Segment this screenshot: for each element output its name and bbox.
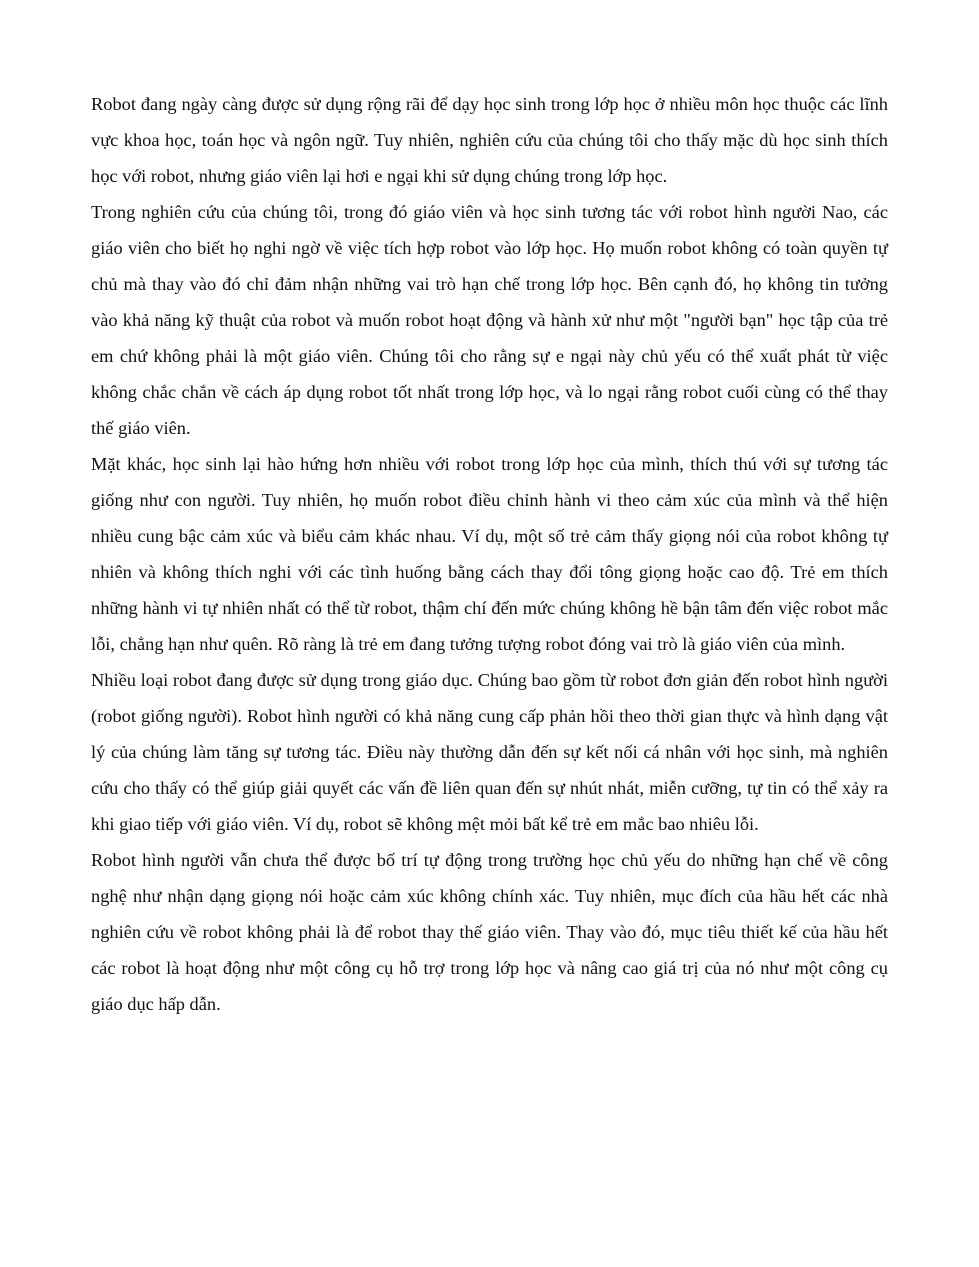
paragraph-1: Robot đang ngày càng được sử dụng rộng rãi để dạy học sinh trong lớp học ở nhiều môn học thuộc các lĩnh vực khoa học, toán học và ngôn ngữ. Tuy nhiên, nghiên cứu của chúng tôi cho thấy mặc dù học sinh thích học với robot, nhưng giáo viên lại hơi e ngại khi sử dụng chúng trong lớp học. bbox=[91, 94, 888, 186]
paragraph-2: Trong nghiên cứu của chúng tôi, trong đó giáo viên và học sinh tương tác với robot hình người Nao, các giáo viên cho biết họ nghi ngờ về việc tích hợp robot vào lớp học. Họ muốn robot không có toàn quyền tự chủ mà thay vào đó chỉ đảm nhận những vai trò hạn chế trong lớp học. Bên cạnh đó, họ không tin tưởng vào khả năng kỹ thuật của robot và muốn robot hoạt động và hành xử như một "người bạn" học tập của trẻ em chứ không phải là một giáo viên. Chúng tôi cho rằng sự e ngại này chủ yếu có thể xuất phát từ việc không chắc chắn về cách áp dụng robot tốt nhất trong lớp học, và lo ngại rằng robot cuối cùng có thể thay thế giáo viên. bbox=[91, 202, 888, 438]
paragraph-4: Nhiều loại robot đang được sử dụng trong giáo dục. Chúng bao gồm từ robot đơn giản đến robot hình người (robot giống người). Robot hình người có khả năng cung cấp phản hồi theo thời gian thực và hình dạng vật lý của chúng làm tăng sự tương tác. Điều này thường dẫn đến sự kết nối cá nhân với học sinh, mà nghiên cứu cho thấy có thể giúp giải quyết các vấn đề liên quan đến sự nhút nhát, miễn cưỡng, tự tin có thể xảy ra khi giao tiếp với giáo viên. Ví dụ, robot sẽ không mệt mỏi bất kể trẻ em mắc bao nhiêu lỗi. bbox=[91, 670, 888, 834]
paragraph-3: Mặt khác, học sinh lại hào hứng hơn nhiều với robot trong lớp học của mình, thích thú với sự tương tác giống như con người. Tuy nhiên, họ muốn robot điều chỉnh hành vi theo cảm xúc của mình và thể hiện nhiều cung bậc cảm xúc và biểu cảm khác nhau. Ví dụ, một số trẻ cảm thấy giọng nói của robot không tự nhiên và không thích nghi với các tình huống bằng cách thay đổi tông giọng hoặc cao độ. Trẻ em thích những hành vi tự nhiên nhất có thể từ robot, thậm chí đến mức chúng không hề bận tâm đến việc robot mắc lỗi, chẳng hạn như quên. Rõ ràng là trẻ em đang tưởng tượng robot đóng vai trò là giáo viên của mình. bbox=[91, 454, 888, 654]
paragraph-5: Robot hình người vẫn chưa thể được bố trí tự động trong trường học chủ yếu do những hạn chế về công nghệ như nhận dạng giọng nói hoặc cảm xúc không chính xác. Tuy nhiên, mục đích của hầu hết các nhà nghiên cứu về robot không phải là để robot thay thế giáo viên. Thay vào đó, mục tiêu thiết kế của hầu hết các robot là hoạt động như một công cụ hỗ trợ trong lớp học và nâng cao giá trị của nó như một công cụ giáo dục hấp dẫn. bbox=[91, 850, 888, 1014]
document-page bbox=[91, 86, 888, 1022]
